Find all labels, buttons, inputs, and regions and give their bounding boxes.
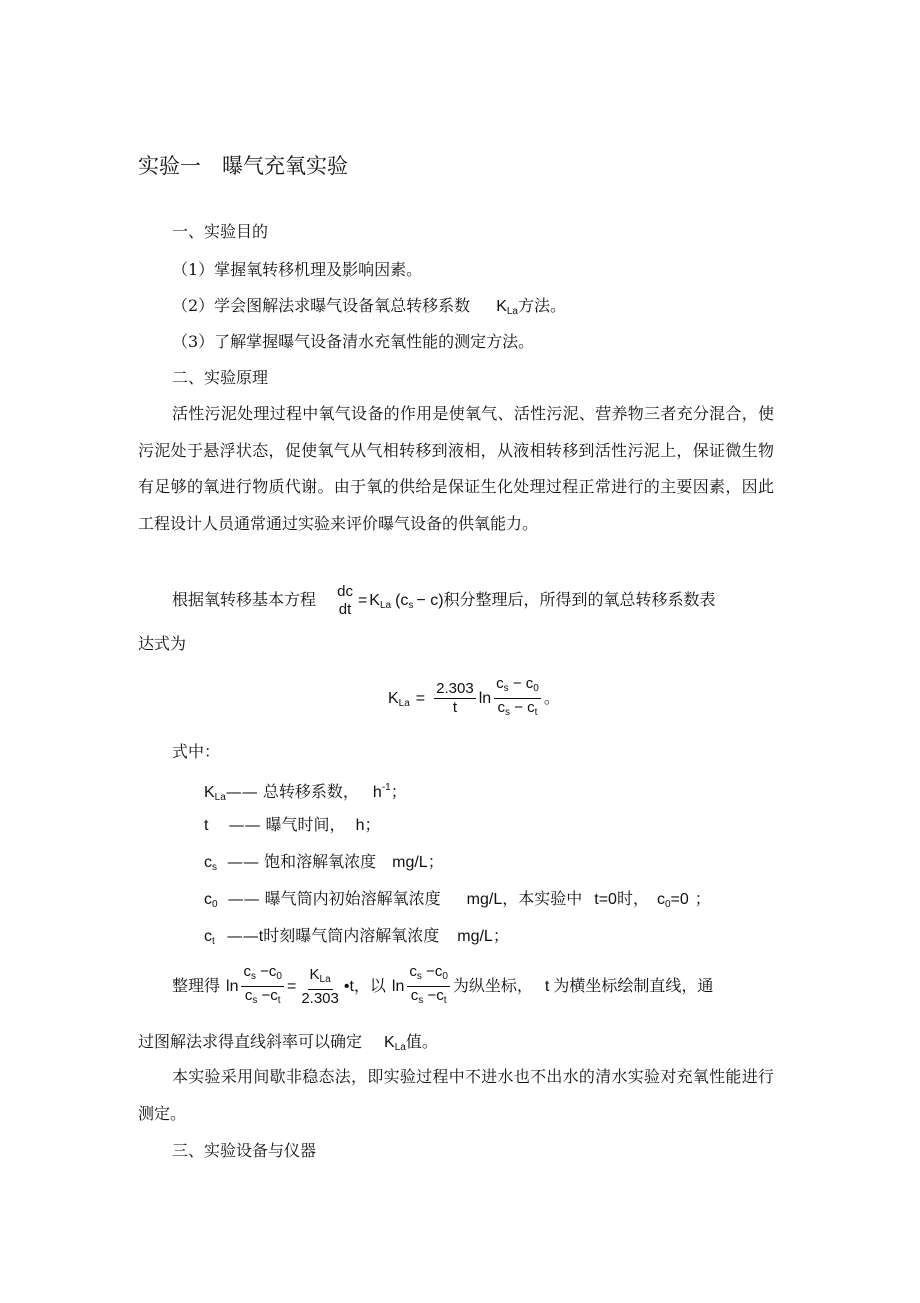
method-paragraph: 本实验采用间歇非稳态法，即实验过程中不进水也不出水的清水实验对充氧性能进行测定。 — [138, 1067, 774, 1123]
definition-c0: $c_0$ —— 曝气筒内初始溶解氧浓度 mg/L，本实验中 t=0时， $c_0=0$ ； — [204, 889, 711, 910]
definition-kla: $K_{La}——$ 总转移系数， $h^{-1}$； — [204, 782, 407, 803]
transfer-equation-continuation: 达式为 — [138, 634, 187, 653]
aim-item-3: （3）了解掌握曝气设备清水充氧性能的测定方法。 — [172, 332, 535, 351]
definition-ct: $c_t$ ——t时刻曝气筒内溶解氧浓度 mg/L； — [204, 926, 509, 947]
aim-item-2: （2）学会图解法求曝气设备氧总转移系数 $K_{La}$方法。 — [172, 296, 566, 317]
kla-over-coef-fraction: $\frac{K_{La}}{2.303}$ — [301, 965, 339, 1007]
definition-cs: $c_s$ —— 饱和溶解氧浓度 mg/L； — [204, 852, 444, 873]
principle-paragraph: 活性污泥处理过程中氧气设备的作用是使氧气、活性污泥、营养物三者充分混合，使污泥处于悬浮状态，促使氧气从气相转移到液相，从液相转移到活性污泥上，保证微生物有足够的氧进行物质代谢。由于氧的供给是保证生化处理过程正常进行的主要因素，因此工程设计人员通常通过实验来评价曝气设备的供氧能力。 — [138, 404, 774, 533]
kla-formula: $K_{La}$ = $\frac{2.303}{t}$ ln $\frac{c_s - c_0}{c_s - c_t}$ 。 — [388, 668, 560, 734]
section-heading-equipment: 三、实验设备与仪器 — [172, 1141, 317, 1160]
linearized-equation-line: 整理得 ln $\frac{c_s -c_0}{c_s -c_t}$ = $\frac{K_{La}}{2.303}$ •t，以 ln $\frac{c_s -c_0}{c_s -c_t}$ 为纵坐标， t 为横坐标绘制直线，通 — [172, 958, 713, 1015]
linearized-continuation: 过图解法求得直线斜率可以确定 $K_{La}$值。 — [138, 1032, 438, 1053]
section-heading-principle: 二、实验原理 — [172, 368, 269, 387]
aim-item-1: （1）掌握氧转移机理及影响因素。 — [172, 260, 423, 279]
log-ratio-fraction: $\frac{c_s - c_0}{c_s - c_t}$ — [496, 675, 539, 718]
axis-fraction: $\frac{c_s -c_0}{c_s -c_t}$ — [409, 963, 448, 1006]
transfer-equation-line: 根据氧转移基本方程 dc dt = $K_{La}$ $(c_s - c)$积分整理后，所得到的氧总转移系数表 — [172, 582, 716, 618]
where-label: 式中： — [172, 742, 221, 761]
dc-dt-fraction: dc dt — [337, 582, 353, 618]
coef-fraction: $\frac{2.303}{t}$ — [436, 680, 474, 716]
definition-t: t —— 曝气时间， h； — [204, 815, 381, 834]
page-title: 实验一 曝气充氧实验 — [138, 154, 348, 178]
section-heading-aims: 一、实验目的 — [172, 222, 269, 241]
linear-lhs-fraction: $\frac{c_s -c_0}{c_s -c_t}$ — [243, 963, 282, 1006]
